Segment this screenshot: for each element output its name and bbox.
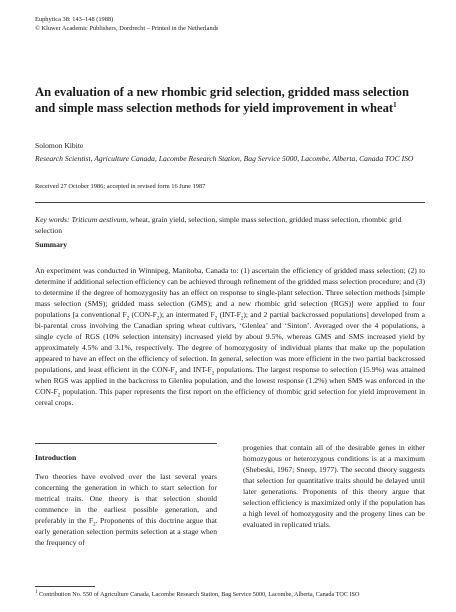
- author-affiliation: Research Scientist, Agriculture Canada, Lacombe Research Station, Bag Service 5000, Lacombe, Alberta, Canada TOC ISO: [35, 154, 414, 163]
- introduction-heading: Introduction: [35, 453, 77, 462]
- summary-text: [35, 265, 425, 408]
- summary-part: populations. The largest response to selection (15.9%) was attained when RGS was applied in the backcross to Glenlea population, and the lowest response (1.2%) when SMS was enforced in the CON-F: [35, 365, 426, 396]
- footnote: [35, 590, 359, 598]
- subscript: 2: [156, 316, 160, 322]
- footnote-text: Contribution No. 550 of Agriculture Canada, Lacombe Research Station, Bag Service 5000, Lacombe, Alberta, Canada TOC ISO: [37, 591, 360, 599]
- keywords: [35, 214, 425, 236]
- journal-header: [35, 16, 218, 33]
- intro-part: . Proponents of this doctrine argue that early generation selection permits selection at a stage when the frequency of: [35, 516, 217, 547]
- introduction-left-column: [35, 471, 217, 548]
- article-title: [35, 84, 430, 116]
- footnote-divider: [35, 586, 95, 587]
- summary-part: population. This paper represents the first report on the efficiency of rhombic grid selection for yield improvement in cereal crops.: [35, 387, 425, 407]
- summary-part: (INT-F: [217, 310, 241, 319]
- summary-heading: Summary: [35, 240, 68, 249]
- summary-part: An experiment was conducted in Winnipeg, Manitoba, Canada to: (1) ascertain the efficiency of gridded mass selection; (2) to determine if additional selection efficiency can be achieved through refinement of the gridded mass selection procedure; and (3) to determine if the degree of homozygosity has an effect on response to single-plant selection. Three selection methods [simple mass selection (SMS); gridded mass selection (GMS); and a new rhombic grid selection (RGS)] were applied to four populations [a conventional F: [35, 266, 425, 319]
- summary-part: (CON-F: [129, 310, 157, 319]
- subscript: 2: [240, 316, 244, 322]
- subscript: 2: [126, 316, 130, 322]
- summary-part: and INT-F: [177, 365, 212, 374]
- intro-part: Two theories have evolved over the last several years concerning the generation in which to start selection for metrical traits. One theory is that selection should commence in the earliest possible generation, and preferably in the F: [35, 472, 217, 525]
- title-footnote-mark: 1: [393, 100, 397, 109]
- author-name: Solomon Kibite: [35, 141, 84, 150]
- subscript: 2: [57, 393, 61, 399]
- summary-part: ); an intermated F: [159, 310, 215, 319]
- footnote-mark: 1: [35, 590, 38, 595]
- journal-citation: Euphytica 38: 143–148 (1988): [35, 16, 114, 23]
- top-divider: [35, 202, 425, 203]
- keywords-list: wheat, grain yield, selection, simple mass selection, gridded mass selection, rhombic grid selection: [35, 215, 402, 235]
- subscript: 2: [174, 371, 178, 377]
- keywords-scientific: Triticum aestivum,: [71, 215, 128, 224]
- subscript: 2: [211, 371, 215, 377]
- intro-divider: [35, 443, 217, 444]
- summary-part: ); and 2 partial backcrossed populations] developed from a bi-parental cross involving the Canadian spring wheat cultivars, ‘Glenlea’ and ‘Sinton’. Averaged over the 4 populations, a single cycle of RGS (10% selection intensity) increased yield by about 9.5%, whereas GMS and SMS increased yield by approximately 4.5% and 3.1%, respectively. The degree of homozygosity of individual plants that make up the population appeared to have an effect on the efficiency of selection. In general, selection was more efficient in the two partial backcrossed populations, and least efficient in the CON-F: [35, 310, 425, 374]
- subscript: 2: [214, 316, 218, 322]
- subscript: 2: [93, 522, 96, 528]
- article-title-text: An evaluation of a new rhombic grid selection, gridded mass selection and simple mass selection methods for yield improvement in wheat: [35, 85, 409, 115]
- introduction-right-column: progenies that contain all of the desirable genes in either homozygous or heterozygous conditions is at a maximum (Shebeski, 1967; Sneep, 1977). The second theory suggests that selection for quantitative traits should be delayed until later generations. Proponents of this theory argue that selection efficiency is maximized only if the population has a high level of homozygosity and the progeny lines can be evaluated in replicated trials.: [243, 443, 425, 529]
- received-dates: Received 27 October 1986; accepted in revised form 16 June 1987: [35, 183, 206, 190]
- keywords-label: Key words:: [35, 215, 70, 224]
- journal-copyright: © Kluwer Academic Publishers, Dordrecht – Printed in the Netherlands: [35, 24, 219, 32]
